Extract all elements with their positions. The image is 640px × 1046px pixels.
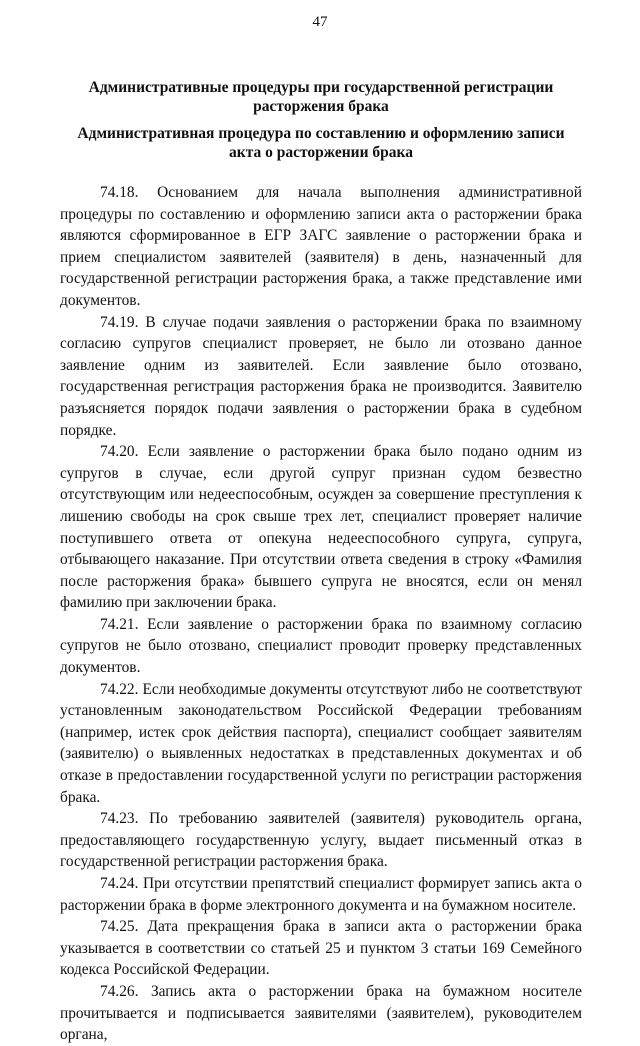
paragraph-74-24: 74.24. При отсутствии препятствий специалист формирует запись акта о расторжении брака в форме электронного документа и на бумажном носителе. (60, 875, 582, 914)
paragraph-74-21: 74.21. Если заявление о расторжении брака по взаимному согласию супругов не было отозвано, специалист проводит проверку представленных документов. (60, 615, 582, 677)
paragraph-74-18: 74.18. Основанием для начала выполнения административной процедуры по составлению и оформлению записи акта о расторжении брака являются сформированное в ЕГР ЗАГС заявление о расторжении брака и прием специалистом заявителей (заявителя) в день, назначенный для государственной регистрации расторжения брака, а также представление ими документов. (60, 184, 582, 309)
paragraph-74-23: 74.23. По требованию заявителей (заявителя) руководитель органа, предоставляющего государственную услугу, выдает письменный отказ в государственной регистрации расторжения брака. (60, 810, 582, 871)
subsection-heading: Административная процедура по составлению и оформлению записи акта о расторжении брака (77, 125, 565, 161)
paragraph-74-26: 74.26. Запись акта о расторжении брака на бумажном носителе прочитывается и подписывается заявителями (заявителем), руководителем органа, (60, 982, 582, 1044)
paragraph-74-20: 74.20. Если заявление о расторжении брака было подано одним из супругов в случае, если другой супруг признан судом безвестно отсутствующим или недееспособным, осужден за совершение преступления к лишению свободы на срок свыше трех лет, специалист проверяет наличие поступившего ответа от опекуна недееспособного супруга, супруга, отбывающего наказание. При отсутствии ответа сведения в строку «Фамилия после расторжения брака» бывшего супруга не вносятся, если он менял фамилию при заключении брака. (60, 443, 582, 612)
paragraph-74-22: 74.22. Если необходимые документы отсутствуют либо не соответствуют установленным законодательством Российской Федерации требованиям (например, истек срок действия паспорта), специалист сообщает заявителям (заявителю) о выявленных недостатках в представленных документах и об отказе в предоставлении государственной услуги по регистрации расторжения брака. (60, 680, 582, 806)
document-body (60, 182, 582, 1046)
page-number: 47 (312, 14, 328, 30)
paragraph-74-25: 74.25. Дата прекращения брака в записи акта о расторжении брака указывается в соответствии со статьей 25 и пунктом 3 статьи 169 Семейного кодекса Российской Федерации. (60, 918, 582, 979)
section-heading: Административные процедуры при государственной регистрации расторжения брака (88, 79, 554, 115)
paragraph-74-19: 74.19. В случае подачи заявления о расторжении брака по взаимному согласию супругов специалист проверяет, не было ли отозвано данное заявление одним из заявителей. Если заявление было отозвано, государственная регистрация расторжения брака не производится. Заявителю разъясняется порядок подачи заявления о расторжении брака в судебном порядке. (60, 313, 582, 439)
